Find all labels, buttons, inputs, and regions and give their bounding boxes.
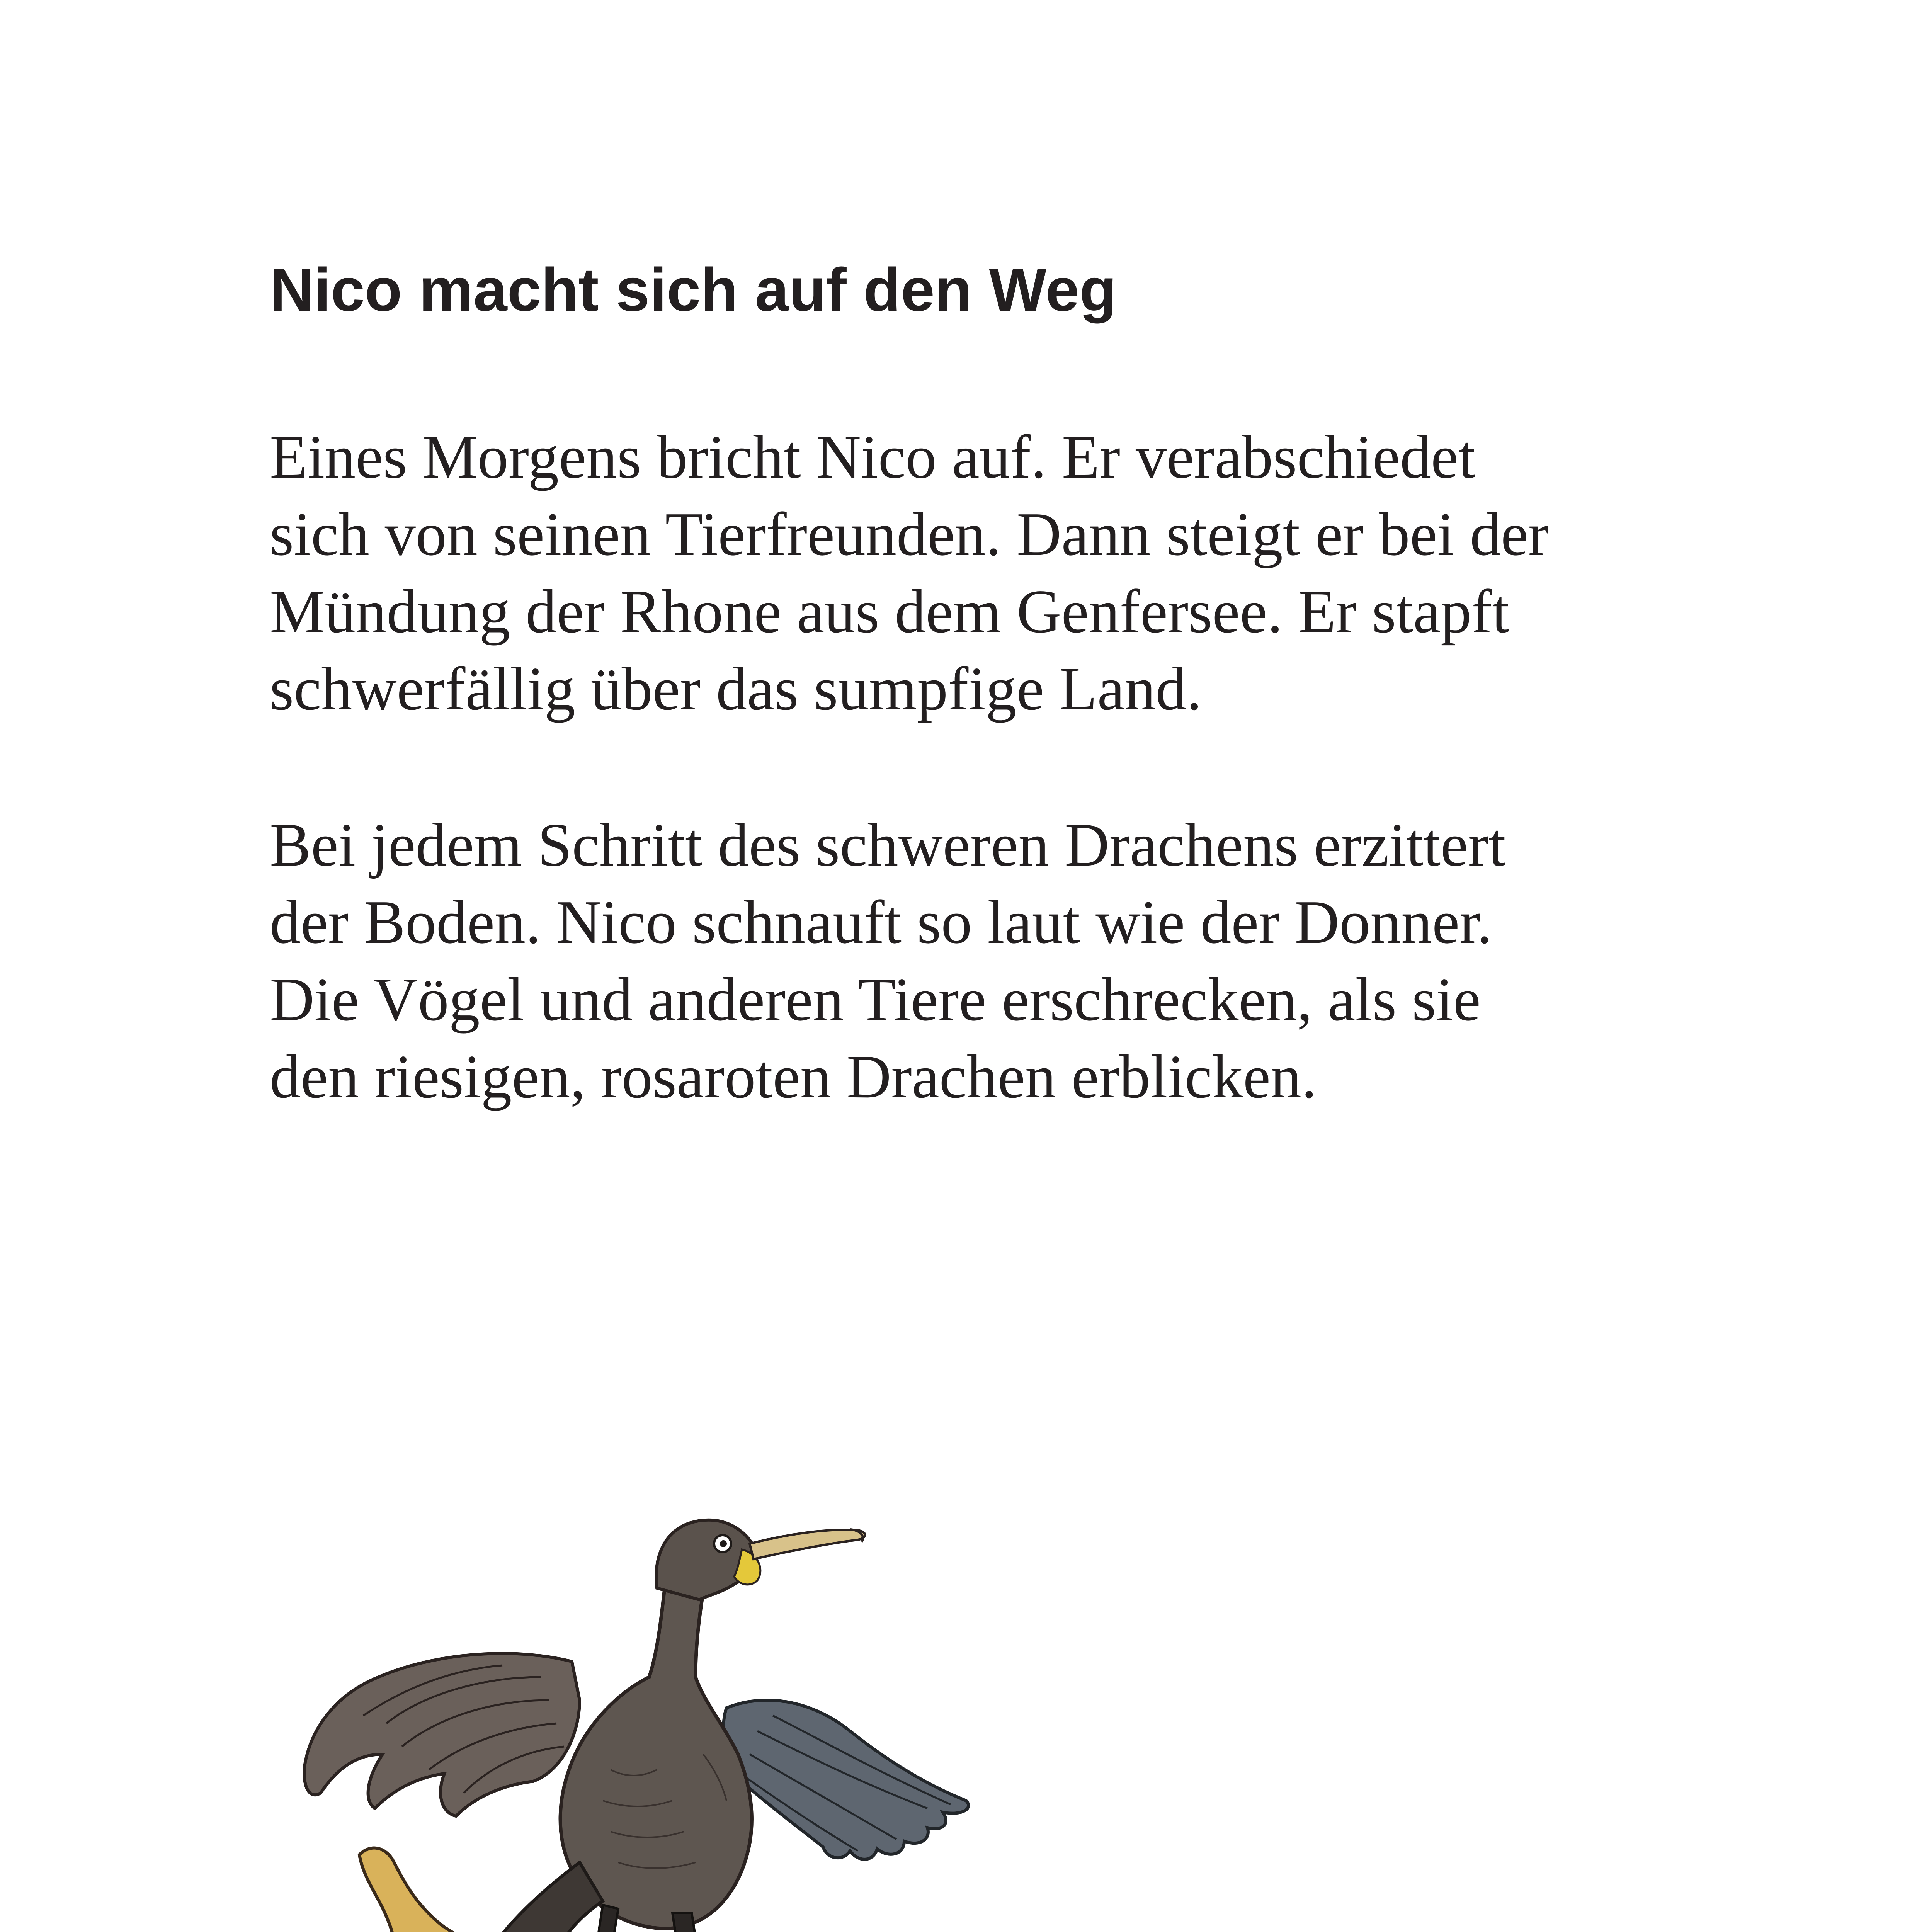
paragraph-2-line: der Boden. Nico schnauft so laut wie der Donner. <box>270 888 1492 956</box>
paragraph-1-line: schwerfällig über das sumpfige Land. <box>270 654 1202 723</box>
page-title: Nico macht sich auf den Weg <box>270 256 1117 324</box>
right-wing <box>723 1700 968 1859</box>
paragraph-2 <box>270 806 1506 1115</box>
paragraph-2-line: den riesigen, rosaroten Drachen erblicken. <box>270 1042 1317 1111</box>
left-wing <box>304 1653 580 1816</box>
bird-head <box>656 1520 865 1600</box>
paragraph-2-line: Bei jedem Schritt des schweren Drachens erzittert <box>270 810 1506 879</box>
paragraph-2-line: Die Vögel und anderen Tiere erschrecken, als sie <box>270 965 1481 1034</box>
paragraph-1-line: Eines Morgens bricht Nico auf. Er verabschiedet <box>270 422 1476 491</box>
paragraph-1-line: sich von seinen Tierfreunden. Dann steigt er bei der <box>270 500 1549 568</box>
paragraph-1-line: Mündung der Rhone aus dem Genfersee. Er stapft <box>270 577 1509 646</box>
paragraph-1 <box>270 418 1549 727</box>
cormorant-illustration-icon <box>270 1461 1043 1932</box>
